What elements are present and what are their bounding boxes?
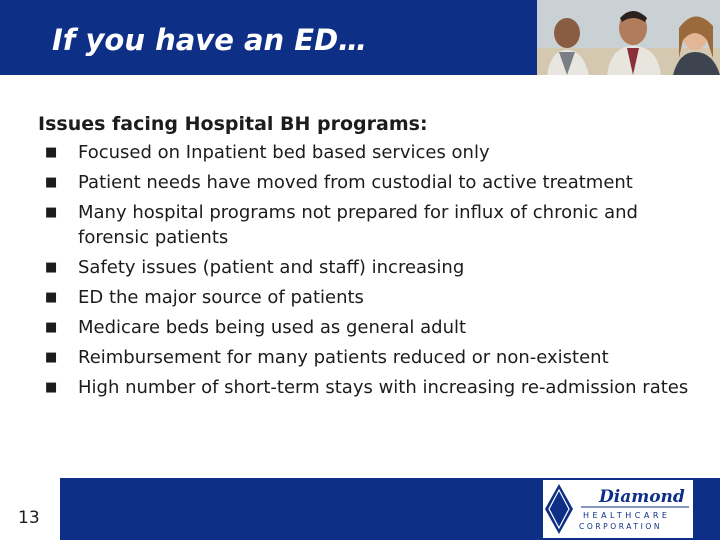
list-item [38, 375, 698, 400]
square-bullet-icon: ■ [45, 320, 58, 335]
list-item-text: Safety issues (patient and staff) increasing [78, 257, 465, 278]
list-item [38, 170, 698, 195]
issues-list [38, 140, 698, 400]
square-bullet-icon: ■ [45, 175, 58, 190]
list-item [38, 200, 698, 250]
slide-body [38, 110, 698, 405]
logo-line1-text: HEALTHCARE [583, 511, 671, 520]
list-item [38, 345, 698, 370]
list-item-text: ED the major source of patients [78, 287, 364, 308]
logo-brand-text: Diamond [599, 487, 685, 507]
square-bullet-icon: ■ [45, 205, 58, 220]
square-bullet-icon: ■ [45, 145, 58, 160]
company-logo [543, 480, 693, 538]
people-photo-image [537, 0, 720, 75]
square-bullet-icon: ■ [45, 380, 58, 395]
slide-title: If you have an ED… [52, 23, 368, 57]
list-item [38, 285, 698, 310]
square-bullet-icon: ■ [45, 260, 58, 275]
list-item-text: Reimbursement for many patients reduced or non-existent [78, 347, 609, 368]
diamond-logo-icon [543, 480, 693, 538]
list-item-text: High number of short-term stays with increasing re-admission rates [78, 377, 689, 398]
list-item [38, 140, 698, 165]
square-bullet-icon: ■ [45, 290, 58, 305]
list-item [38, 255, 698, 280]
square-bullet-icon: ■ [45, 350, 58, 365]
page-number: 13 [18, 508, 40, 528]
list-item-text: Patient needs have moved from custodial to active treatment [78, 172, 633, 193]
list-item [38, 315, 698, 340]
list-item-text: Many hospital programs not prepared for influx of chronic and forensic patients [78, 202, 638, 248]
header-photo [537, 0, 720, 75]
logo-line2-text: CORPORATION [579, 522, 663, 531]
intro-heading: Issues facing Hospital BH programs: [38, 113, 428, 135]
list-item-text: Focused on Inpatient bed based services only [78, 142, 490, 163]
list-item-text: Medicare beds being used as general adult [78, 317, 467, 338]
